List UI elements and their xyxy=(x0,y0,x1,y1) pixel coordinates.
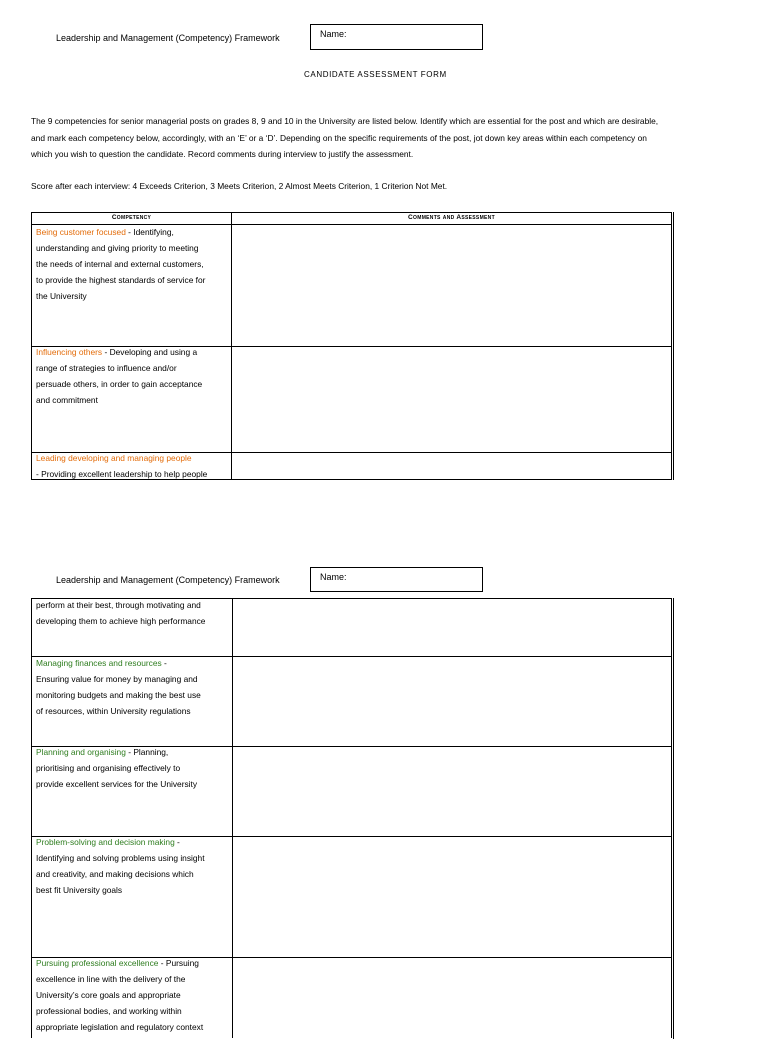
competency-cell xyxy=(36,224,231,304)
page2-name-field[interactable] xyxy=(310,567,483,592)
competency-description: excellence in line with the delivery of the xyxy=(36,974,186,985)
competency-description: prioritising and organising effectively to xyxy=(36,763,181,774)
assessment-table-page1 xyxy=(31,212,672,480)
competency-description: - xyxy=(174,837,180,847)
competency-title: Planning and organising xyxy=(36,747,126,757)
competency-cell-continued xyxy=(36,597,231,629)
comments-column-header: Comments and Assessment xyxy=(408,214,495,221)
competency-description: the University xyxy=(36,291,87,302)
comments-cell[interactable] xyxy=(233,657,672,746)
comments-cell[interactable] xyxy=(233,747,672,836)
page2-header-title: Leadership and Management (Competency) Framework xyxy=(56,575,280,585)
assessment-table-page2 xyxy=(31,598,672,1038)
competency-description: developing them to achieve high performance xyxy=(36,616,206,627)
comments-cell[interactable] xyxy=(233,837,672,957)
comments-cell[interactable] xyxy=(232,347,672,452)
competency-cell xyxy=(36,834,231,898)
competency-description: of resources, within University regulations xyxy=(36,706,191,717)
competency-description: and creativity, and making decisions which xyxy=(36,869,194,880)
intro-line: which you wish to question the candidate. Record comments during interview to justify the assessment. xyxy=(31,149,414,160)
competency-title: Problem-solving and decision making xyxy=(36,837,175,847)
competency-cell xyxy=(36,744,231,792)
page1-name-label: Name: xyxy=(320,29,347,39)
competency-cell xyxy=(36,450,231,482)
competency-description: monitoring budgets and making the best use xyxy=(36,690,201,701)
page2-name-label: Name: xyxy=(320,572,347,582)
intro-line: The 9 competencies for senior managerial posts on grades 8, 9 and 10 in the University are listed below. Identify which are essential for the post and which are desirable, xyxy=(31,116,659,126)
intro-text xyxy=(31,113,751,163)
competency-column-header: Competency xyxy=(111,214,152,221)
competency-title: Leading developing and managing people xyxy=(36,453,192,463)
form-title: CANDIDATE ASSESSMENT FORM xyxy=(304,70,447,79)
competency-description: - Developing and using a xyxy=(102,347,198,357)
competency-description: Identifying and solving problems using insight xyxy=(36,853,205,864)
comments-cell[interactable] xyxy=(233,599,672,656)
competency-description: - xyxy=(161,658,167,668)
competency-description: University’s core goals and appropriate xyxy=(36,990,181,1001)
competency-cell xyxy=(36,955,231,1035)
competency-description: persuade others, in order to gain acceptance xyxy=(36,379,203,390)
competency-description: the needs of internal and external customers, xyxy=(36,259,204,270)
comments-cell[interactable] xyxy=(232,225,672,346)
competency-description: perform at their best, through motivating and xyxy=(36,600,201,610)
score-instructions: Score after each interview: 4 Exceeds Criterion, 3 Meets Criterion, 2 Almost Meets Criterion, 1 Criterion Not Met. xyxy=(31,181,448,191)
competency-description: - Pursuing xyxy=(158,958,199,968)
competency-title: Being customer focused xyxy=(36,227,126,237)
competency-cell xyxy=(36,655,231,719)
competency-cell xyxy=(36,344,231,408)
competency-description: and commitment xyxy=(36,395,98,406)
competency-description: - Planning, xyxy=(125,747,169,757)
competency-title: Pursuing professional excellence xyxy=(36,958,159,968)
competency-description: range of strategies to influence and/or xyxy=(36,363,177,374)
competency-description: provide excellent services for the University xyxy=(36,779,198,790)
competency-description: - Identifying, xyxy=(125,227,174,237)
competency-description: understanding and giving priority to meeting xyxy=(36,243,199,254)
competency-description: to provide the highest standards of service for xyxy=(36,275,206,286)
intro-line: and mark each competency below, accordingly, with an ‘E’ or a ‘D’. Depending on the specific requirements of the post, jot down key areas within each competency on xyxy=(31,132,647,143)
page1-header-title: Leadership and Management (Competency) Framework xyxy=(56,33,280,43)
competency-title: Influencing others xyxy=(36,347,103,357)
comments-cell[interactable] xyxy=(232,453,672,480)
comments-cell[interactable] xyxy=(233,958,672,1038)
competency-description: professional bodies, and working within xyxy=(36,1006,182,1017)
competency-title: Managing finances and resources xyxy=(36,658,162,668)
competency-description: appropriate legislation and regulatory context xyxy=(36,1022,204,1033)
page1-name-field[interactable] xyxy=(310,24,483,50)
competency-description: - Providing excellent leadership to help people xyxy=(36,469,208,480)
competency-description: Ensuring value for money by managing and xyxy=(36,674,198,685)
competency-description: best fit University goals xyxy=(36,885,123,896)
